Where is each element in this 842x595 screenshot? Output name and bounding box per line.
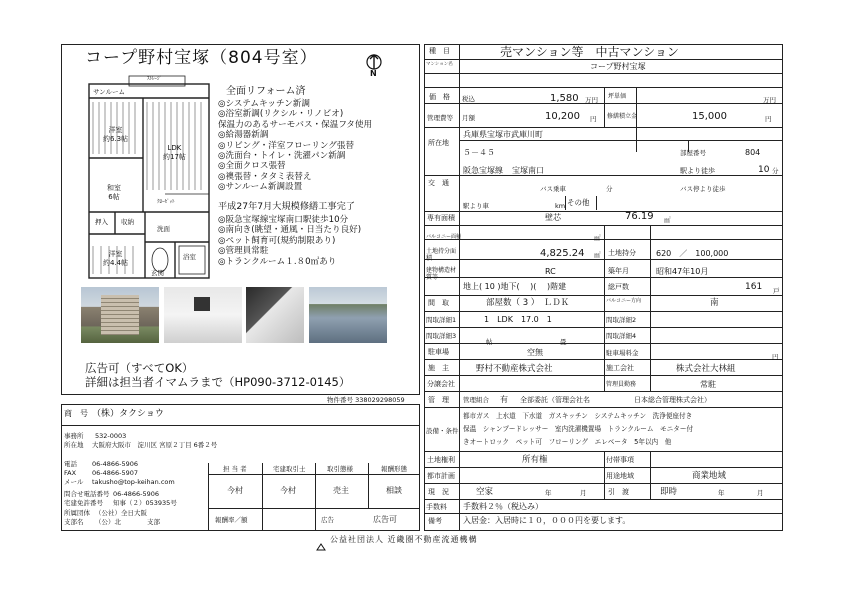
photo-living [164,287,242,343]
right-label: 土地権利 [427,456,455,464]
agent-header: 担 当 者 [223,465,247,473]
balcony-label: バルコニー面積 [426,234,462,240]
other-label: その他 [567,198,590,207]
contractor: 株式会社大林組 [676,364,736,374]
loc-label: 所在地 [428,139,449,147]
property-title: コープ野村宝塚（804号室） [85,48,318,68]
ppsm-unit: 万円 [763,96,776,104]
facility-label: 設備・条件 [426,427,459,435]
name-label: マンション名 [426,62,453,67]
remark: 手数料２％（税込み） [463,502,543,511]
walk-unit: 分 [772,167,779,175]
room-storage: 収納 [121,218,134,226]
photo-bath [246,287,304,343]
contact: 06-4866-5906 [113,490,160,498]
remark-label: 手数料 [426,503,447,511]
mgmt-name: 日本総合管理株式会社） [634,396,711,404]
info-number: 物件番号 338029298059 [327,396,405,404]
year-label: 築年月 [608,267,629,275]
room-western1: 洋室 約6.3帖 [103,126,129,143]
status-year: 年 [545,489,552,497]
price-unit: 万円 [585,96,598,104]
floorplan [85,74,213,280]
station: 宝塚南口 [512,166,544,175]
land-label: 土地持分面積 [426,248,457,262]
zone-label: 用途地域 [606,472,634,480]
remark2-label: 備考 [428,517,442,525]
park-yen: 円 [772,353,779,361]
fee: 10,200 [545,111,580,122]
agent-grid [208,463,420,531]
det3-label: 間取詳細3 [426,332,457,340]
footer-org: 公益社団法人 近畿圏不動産流通機構 [330,535,478,544]
room-closet: 押入 [95,218,108,226]
mgmt-form: 常駐 [700,380,716,389]
addr-label: 所在地 [64,441,84,449]
ad-permission: 広告可（すべてOK） [85,361,194,375]
det1-label: 間取詳細1 [426,316,457,324]
kind: 売マンション等 中古マンション [500,45,679,59]
feature-item: ◎襖張替・タタミ表替え [218,171,312,182]
completion-note: 平成27年7月大規模修繕工事完了 [218,201,355,212]
builder-label: 施 主 [428,364,449,372]
units-unit: 戸 [773,287,780,295]
status-label: 現 況 [428,488,449,496]
price-label: 価 格 [429,93,450,101]
license-label: 宅建免許番号 [64,499,103,507]
feature-item: ◎洗面台・トイレ・洗濯パン新調 [218,151,346,162]
feature-item: ◎給湯器新調 [218,130,269,141]
det2-label: 間取詳細2 [606,316,637,324]
agent-value: 今村 [227,486,243,495]
room-washroom: 洗面 [157,225,170,233]
branch: （公）北 支部 [95,518,160,526]
agent-header: 報酬形態 [381,465,407,473]
car-label: 駅より車 [463,202,489,210]
contact-label: 問合せ電話番号 [64,490,110,498]
point-item: ◎管理員常駐 [218,246,269,257]
label-closet: ｸﾛｰｾﾞｯﾄ [157,199,175,205]
facility-line: 都市ガス 上水道 下水道 ガスキッチン システムキッチン 洗浄便座付き [463,412,693,420]
building-name: コープ野村宝塚 [590,62,646,71]
layout-label: 間 取 [428,299,449,307]
price: 1,580 [550,93,579,104]
footer-logo-icon [316,536,326,544]
agent-value: 今村 [280,486,296,495]
company-name-label: 商 号 [64,409,88,418]
room-sunroom: サンルーム [93,88,126,96]
feature-item: ◎システムキッチン新調 [218,99,310,109]
busstop-label: バス停より徒歩 [680,185,726,193]
tsubo-unit: 帖 [486,338,493,346]
repair-unit: 円 [765,115,772,123]
traffic-label: 交 通 [428,179,449,187]
license: 知事（２）053935号 [113,499,177,507]
zone: 商業地域 [692,471,727,481]
reform-title: 全面リフォーム済 [226,86,306,97]
det4-label: 間取詳細4 [606,332,637,340]
fax-label: FAX [64,469,77,477]
km-unit: km [555,202,566,210]
status: 空家 [476,487,494,497]
agent-header: 広告 [321,516,334,524]
facility-line: 保温 シャンプードレッサー 室内洗濯機置場 トランクルーム モニター付 [463,425,694,433]
dir-label: バルコニー方向 [606,298,642,304]
deliv-year: 年 [718,489,725,497]
assoc: （公社）全日大阪 [95,509,147,517]
room-bath: 浴室 [183,253,196,261]
area-unit: ㎡ [664,216,671,224]
land-right: 所有権 [522,455,548,465]
contractor-label: 施工会社 [606,364,634,372]
agent-header: 報酬率／額 [215,516,248,524]
deliv-label: 引 渡 [608,488,629,496]
addr: 大阪府大阪市 淀川区 宮原２丁目 6番２号 [92,441,218,449]
room-number: 804 [745,148,761,157]
year-built: 昭和47年10月 [656,267,709,276]
direction: 南 [710,298,719,308]
fee-label: 管理費等 [427,114,453,122]
fax: 06-4866-5907 [92,469,139,477]
office-zip: 532-0003 [95,432,127,440]
floors: 地上( 10 )地下( )( )階建 [463,282,567,291]
mgmt-label: 管 理 [428,396,449,404]
agent-value: 相談 [386,486,402,495]
det1: 1 LDK 17.0 1 [484,315,552,324]
bus-label: バス乗車 [540,185,566,193]
room-label: 部屋番号 [680,149,706,157]
feature-list [218,99,372,193]
agent-header: 取引態様 [327,465,353,473]
point-list [218,215,361,267]
mgmt-co: 有 [500,395,508,404]
feature-item: ◎全面クロス張替 [218,161,286,172]
compass-label: N [370,69,377,78]
plan-label: 都市計画 [427,472,455,480]
walk-min: 10 [758,165,770,175]
area-label: 専有面積 [427,214,455,222]
land-area: 4,825.24 [540,248,585,259]
feature-item: ◎浴室新調(リクシル・リノビオ) [218,109,344,120]
repair: 15,000 [692,111,727,122]
park-fee-label: 駐車場料金 [606,349,639,357]
ken-unit: 畳 [560,338,567,346]
feature-item: ◎リビング・洋室フローリング張替 [218,140,355,151]
share-label: 土地持分 [608,249,636,257]
point-item: ◎トランクルーム１.８0㎡あり [218,256,337,267]
agent-header: 宅建取引士 [273,465,306,473]
area-kind: 壁芯 [545,213,561,222]
mgmt-co-label: 管理組合 [463,396,489,404]
point-item: ◎阪急宝塚線宝塚南口駅徒歩10分 [218,215,349,225]
units-label: 総戸数 [608,283,629,291]
mgmt-type: 全部委託（管理会社名 [520,396,590,404]
walk-label: 駅より徒歩 [680,167,715,175]
room-japanese: 和室 6帖 [107,184,121,201]
mail-label: メール [64,478,84,486]
struct: RC [545,267,556,276]
feature-item: ◎サンルーム新調設置 [218,182,303,193]
branch-label: 支部名 [64,518,84,526]
area: 76.19 [625,211,654,222]
status-month: 月 [580,489,587,497]
company-name: （株）タクショウ [92,409,164,419]
agent-value: 売主 [333,486,349,495]
bus-minute: 分 [606,185,613,193]
point-item: ◎南向き(眺望・通風・日当たり良好) [218,225,362,236]
facility-line: きオートロック ペット可 フローリング エレベータ 5年以内 他 [463,438,672,446]
units: 161 [745,282,763,292]
office-label: 事務所 [64,432,84,440]
tax-label: 税込 [462,95,475,103]
loc2: ５－４５ [463,148,495,157]
mail: takusho@top-keihan.com [92,478,175,486]
ad-contact: 詳細は担当者イマムラまで（HP090-3712-0145） [85,375,351,389]
point-item: ◎ペット飼育可(規約制限あり) [218,235,336,246]
seller-label: 分譲会社 [427,380,455,388]
room-western2: 洋室 約4.4帖 [103,250,129,267]
compass-icon [364,52,384,80]
room-ldk: LDK 約17帖 [163,144,186,161]
photo-exterior [81,287,159,343]
loc1: 兵庫県宝塚市武庫川町 [463,130,543,139]
assoc-label: 所属団体 [64,509,90,517]
tel: 06-4866-5906 [92,460,139,468]
layout: 部屋数（ 3 ） ＬＤＫ [486,298,570,308]
struct-label: 建物構造材質等 [426,267,457,281]
month-label: 月額 [462,114,475,122]
ppsm-label: 坪単価 [608,93,627,100]
agent-value: 広告可 [373,515,397,524]
photo-view [309,287,387,343]
label-storage: ｽﾄﾚｰｼﾞ [147,76,163,82]
builder: 野村不動産株式会社 [476,364,553,374]
remark2: 入居金：入居時に１０，０００円を要します。 [463,516,631,525]
tel-label: 電話 [64,460,77,468]
kind-label: 種 目 [429,47,450,55]
park-label: 駐車場 [428,348,449,356]
fee-unit: 円 [590,115,597,123]
cond-label: 付帯事項 [606,456,634,464]
feature-item: 保温力のあるサーモバス・保温フタ使用 [218,119,373,130]
share: 620 ／ 100,000 [656,249,729,258]
land-unit: ㎡ [594,251,601,259]
park: 空無 [527,348,543,357]
repair-label: 修繕積立金 [607,113,638,120]
mgmt-form-label: 管理員勤務 [606,381,637,388]
deliv-month: 月 [757,489,764,497]
rail-line: 阪急宝塚線 [463,166,503,175]
balcony-unit: ㎡ [594,234,601,242]
room-entrance: 玄関 [151,269,164,277]
deliv: 即時 [660,487,678,497]
